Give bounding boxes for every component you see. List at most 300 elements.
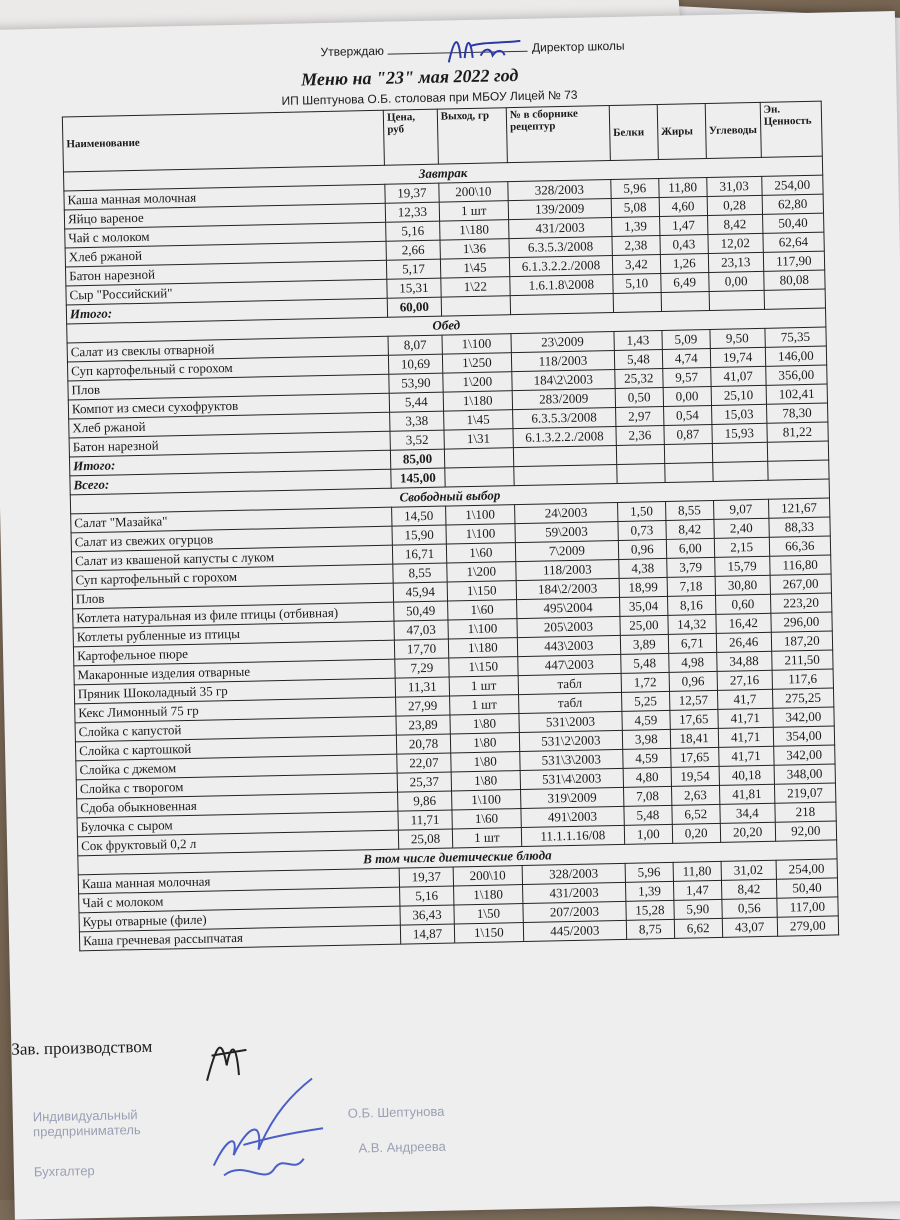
fats-cell: 6,00 <box>666 538 714 558</box>
price-cell: 11,71 <box>398 810 452 830</box>
proteins-cell: 4,38 <box>619 558 667 578</box>
fats-cell: 5,09 <box>662 329 710 349</box>
energy-cell: 80,08 <box>763 270 825 290</box>
recipe-cell: табл <box>518 692 621 713</box>
energy-cell: 50,40 <box>776 878 838 898</box>
price-cell: 5,16 <box>400 886 454 906</box>
price-cell: 3,52 <box>390 430 444 450</box>
fats-cell: 4,60 <box>659 197 707 217</box>
recipe-cell: 491\2003 <box>521 806 624 827</box>
fats-cell: 9,57 <box>662 367 710 387</box>
carbs-cell: 34,88 <box>716 651 771 671</box>
recipe-cell: 11.1.1.16/08 <box>521 825 624 846</box>
dish-name-cell: Слойка с творогом <box>76 773 397 799</box>
fats-cell: 17,65 <box>670 747 718 767</box>
energy-cell: 117,90 <box>763 251 825 271</box>
approve-label: Утверждаю <box>320 43 385 60</box>
output-cell: 1\60 <box>452 809 521 829</box>
recipe-cell: 443\2003 <box>517 635 620 656</box>
carbs-cell: 41,71 <box>718 708 773 728</box>
carbs-cell: 0,56 <box>722 898 777 918</box>
recipe-cell: 59\2003 <box>515 521 618 542</box>
carbs-cell: 41,81 <box>719 784 774 804</box>
energy-cell: 117,6 <box>772 669 834 689</box>
recipe-cell: 495\2004 <box>516 597 619 618</box>
energy-cell: 117,00 <box>777 897 839 917</box>
proteins-cell: 25,00 <box>620 615 668 635</box>
column-header-proteins: Белки <box>609 105 658 161</box>
dish-name-cell: Салат "Мазайка" <box>71 507 392 533</box>
proteins-cell: 3,98 <box>622 729 670 749</box>
price-cell: 10,69 <box>388 354 442 374</box>
carbs-cell: 41,71 <box>718 746 773 766</box>
output-cell: 1\250 <box>442 353 511 373</box>
price-cell: 5,16 <box>386 221 440 241</box>
empty-cell <box>513 445 616 466</box>
price-cell: 27,99 <box>396 696 450 716</box>
recipe-cell: 328/2003 <box>508 180 611 201</box>
recipe-cell: 207/2003 <box>523 901 626 922</box>
dish-name-cell: Слойка с картошкой <box>75 735 396 761</box>
output-cell: 200\10 <box>453 866 522 886</box>
page-subtitle: ИП Шептунова О.Б. столовая при МБОУ Лицей № 73 <box>281 87 578 108</box>
output-cell: 1\180 <box>443 391 512 411</box>
fats-cell: 8,42 <box>666 519 714 539</box>
fats-cell: 11,80 <box>673 861 721 881</box>
empty-cell <box>444 448 513 468</box>
proteins-cell: 0,73 <box>618 520 666 540</box>
recipe-cell: 7\2009 <box>515 540 618 561</box>
fats-cell: 6,62 <box>674 918 722 938</box>
carbs-cell: 26,46 <box>716 632 771 652</box>
empty-cell <box>617 463 665 483</box>
output-cell: 1\180 <box>439 220 508 240</box>
carbs-cell: 9,07 <box>713 499 768 519</box>
energy-cell: 75,35 <box>765 327 827 347</box>
fats-cell: 12,57 <box>669 690 717 710</box>
accountant-label: Бухгалтер <box>33 1163 95 1180</box>
recipe-cell: 139/2009 <box>508 199 611 220</box>
fats-cell: 0,43 <box>660 235 708 255</box>
entrepreneur-name: О.Б. Шептунова <box>347 1103 445 1121</box>
recipe-cell: 447\2003 <box>518 654 621 675</box>
energy-cell: 296,00 <box>771 612 833 632</box>
energy-cell: 62,80 <box>762 194 824 214</box>
carbs-cell: 2,15 <box>714 537 769 557</box>
recipe-cell: 283/2009 <box>512 388 615 409</box>
energy-cell: 62,64 <box>763 232 825 252</box>
proteins-cell: 8,75 <box>626 919 674 939</box>
recipe-cell: 6.1.3.2.2./2008 <box>513 426 616 447</box>
carbs-cell: 40,18 <box>719 765 774 785</box>
recipe-cell: 6.3.5.3/2008 <box>509 237 612 258</box>
proteins-cell: 4,59 <box>623 748 671 768</box>
fats-cell: 6,49 <box>660 273 708 293</box>
grand-total-label: Всего: <box>70 469 391 495</box>
dish-name-cell: Батон нарезной <box>69 431 390 457</box>
carbs-cell: 43,07 <box>722 917 777 937</box>
dish-name-cell: Салат из свеклы отварной <box>67 336 388 362</box>
energy-cell: 356,00 <box>765 365 827 385</box>
carbs-cell: 0,00 <box>708 271 763 291</box>
proteins-cell: 5,48 <box>621 653 669 673</box>
empty-cell <box>712 442 767 462</box>
total-label: Итого: <box>66 298 387 324</box>
empty-cell <box>441 296 510 316</box>
carbs-cell: 9,50 <box>710 328 765 348</box>
recipe-cell: 24\2003 <box>514 502 617 523</box>
proteins-cell: 5,10 <box>613 274 661 294</box>
price-cell: 19,37 <box>385 183 439 203</box>
column-header-name: Наименование <box>62 110 384 172</box>
output-cell: 1\80 <box>450 714 519 734</box>
fats-cell: 0,20 <box>672 823 720 843</box>
recipe-cell: 431/2003 <box>522 882 625 903</box>
fats-cell: 0,00 <box>663 386 711 406</box>
dish-name-cell: Яйцо вареное <box>64 203 385 229</box>
carbs-cell: 31,03 <box>706 176 761 196</box>
dish-name-cell: Суп картофельный с горохом <box>67 355 388 381</box>
energy-cell: 279,00 <box>777 916 839 936</box>
price-cell: 9,86 <box>398 791 452 811</box>
recipe-cell: 531\3\2003 <box>520 749 623 770</box>
fats-cell: 18,41 <box>670 728 718 748</box>
energy-cell: 81,22 <box>767 422 829 442</box>
production-signature-label: Зав. производством <box>11 1036 153 1059</box>
accountant-name: А.В. Андреева <box>358 1138 446 1156</box>
output-cell: 1\60 <box>447 600 516 620</box>
price-cell: 14,50 <box>392 506 446 526</box>
proteins-cell: 15,28 <box>626 900 674 920</box>
output-cell: 1\45 <box>443 410 512 430</box>
fats-cell: 17,65 <box>670 709 718 729</box>
energy-cell: 211,50 <box>771 650 833 670</box>
fats-cell: 1,47 <box>659 216 707 236</box>
section-title: Обед <box>67 308 826 343</box>
fats-cell: 0,54 <box>663 405 711 425</box>
price-cell: 20,78 <box>396 734 450 754</box>
proteins-cell: 5,08 <box>611 198 659 218</box>
entrepreneur-label: Индивидуальный предприниматель <box>32 1107 141 1140</box>
recipe-cell: 6.1.3.2.2./2008 <box>509 256 612 277</box>
energy-cell: 121,67 <box>768 498 830 518</box>
column-header-fats: Жиры <box>657 104 706 160</box>
output-cell: 1\100 <box>448 619 517 639</box>
output-cell: 1\180 <box>448 638 517 658</box>
dish-name-cell: Плов <box>68 374 389 400</box>
carbs-cell: 20,20 <box>720 822 775 842</box>
proteins-cell: 1,50 <box>617 501 665 521</box>
empty-cell <box>767 441 829 461</box>
energy-cell: 78,30 <box>766 403 828 423</box>
fats-cell: 0,96 <box>669 671 717 691</box>
dish-name-cell: Слойка с капустой <box>75 716 396 742</box>
energy-cell: 254,00 <box>776 859 838 879</box>
carbs-cell: 0,28 <box>707 195 762 215</box>
price-cell: 16,71 <box>392 544 446 564</box>
proteins-cell: 3,89 <box>620 634 668 654</box>
fats-cell: 1,26 <box>660 254 708 274</box>
empty-cell <box>510 294 613 315</box>
price-cell: 14,87 <box>400 924 454 944</box>
accountant-signature-icon <box>202 1073 354 1196</box>
dish-name-cell: Картофельное пюре <box>73 640 394 666</box>
carbs-cell: 31,02 <box>721 860 776 880</box>
fats-cell: 8,16 <box>667 595 715 615</box>
fats-cell: 1,47 <box>673 880 721 900</box>
recipe-cell: 1.6.1.8\2008 <box>510 275 613 296</box>
fats-cell: 11,80 <box>659 178 707 198</box>
carbs-cell: 15,79 <box>714 556 769 576</box>
proteins-cell: 7,08 <box>623 786 671 806</box>
energy-cell: 187,20 <box>771 631 833 651</box>
section-title: Завтрак <box>63 156 822 191</box>
carbs-cell: 41,71 <box>718 727 773 747</box>
carbs-cell: 16,42 <box>716 613 771 633</box>
column-header-recipe: № в сборнике рецептур <box>506 106 610 163</box>
price-cell: 47,03 <box>394 620 448 640</box>
director-signature-icon <box>440 27 531 69</box>
energy-cell: 50,40 <box>762 213 824 233</box>
proteins-cell: 2,97 <box>615 406 663 426</box>
dish-name-cell: Плов <box>72 583 393 609</box>
output-cell: 1\150 <box>454 923 523 943</box>
price-cell: 15,31 <box>387 278 441 298</box>
output-cell: 1\80 <box>450 733 519 753</box>
energy-cell: 275,25 <box>772 688 834 708</box>
dish-name-cell: Компот из смеси сухофруктов <box>68 393 389 419</box>
proteins-cell: 0,50 <box>615 387 663 407</box>
energy-cell: 267,00 <box>770 574 832 594</box>
empty-cell <box>661 292 709 312</box>
fats-cell: 7,18 <box>667 576 715 596</box>
output-cell: 1 шт <box>449 676 518 696</box>
dish-name-cell: Каша манная молочная <box>78 868 399 894</box>
empty-cell <box>613 293 661 313</box>
recipe-cell: 184\2\2003 <box>512 369 615 390</box>
dish-name-cell: Суп картофельный с горохом <box>72 564 393 590</box>
energy-cell: 219,07 <box>774 783 836 803</box>
price-cell: 2,66 <box>386 240 440 260</box>
director-label: Директор школы <box>531 38 625 55</box>
fats-cell: 6,71 <box>668 633 716 653</box>
dish-name-cell: Макаронные изделия отварные <box>74 659 395 685</box>
price-cell: 5,44 <box>389 392 443 412</box>
energy-cell: 342,00 <box>773 707 835 727</box>
fats-cell: 8,55 <box>665 500 713 520</box>
recipe-cell: 445/2003 <box>523 920 626 941</box>
empty-cell <box>445 467 514 487</box>
energy-cell: 92,00 <box>775 821 837 841</box>
price-cell: 3,38 <box>390 411 444 431</box>
dish-name-cell: Котлеты рубленные из птицы <box>73 621 394 647</box>
proteins-cell: 4,59 <box>622 710 670 730</box>
grand-total-value: 145,00 <box>391 468 445 488</box>
energy-cell: 102,41 <box>766 384 828 404</box>
recipe-cell: 431/2003 <box>508 218 611 239</box>
empty-cell <box>514 464 617 485</box>
carbs-cell: 41,7 <box>717 689 772 709</box>
dish-name-cell: Сок фруктовый 0,2 л <box>77 830 398 856</box>
proteins-cell: 5,48 <box>614 349 662 369</box>
price-cell: 22,07 <box>397 753 451 773</box>
column-header-price: Цена, руб <box>383 109 438 165</box>
carbs-cell: 25,10 <box>711 385 766 405</box>
carbs-cell: 12,02 <box>708 233 763 253</box>
energy-cell: 66,36 <box>769 536 831 556</box>
recipe-cell: 531\2\2003 <box>519 730 622 751</box>
dish-name-cell: Хлеб ржаной <box>65 241 386 267</box>
recipe-cell: 531\2003 <box>519 711 622 732</box>
carbs-cell: 34,4 <box>720 803 775 823</box>
price-cell: 5,17 <box>386 259 440 279</box>
price-cell: 11,31 <box>395 677 449 697</box>
proteins-cell: 2,36 <box>616 425 664 445</box>
output-cell: 1\150 <box>447 581 516 601</box>
carbs-cell: 0,60 <box>715 594 770 614</box>
energy-cell: 146,00 <box>765 346 827 366</box>
proteins-cell: 1,72 <box>621 672 669 692</box>
proteins-cell: 2,38 <box>612 236 660 256</box>
empty-cell <box>664 443 712 463</box>
output-cell: 1 шт <box>439 201 508 221</box>
output-cell: 1\22 <box>441 277 510 297</box>
empty-cell <box>709 290 764 310</box>
empty-cell <box>764 289 826 309</box>
price-cell: 15,90 <box>392 525 446 545</box>
output-cell: 1\80 <box>451 752 520 772</box>
proteins-cell: 3,42 <box>612 255 660 275</box>
carbs-cell: 23,13 <box>708 252 763 272</box>
price-cell: 50,49 <box>394 601 448 621</box>
dish-name-cell: Чай с молоком <box>79 887 400 913</box>
proteins-cell: 1,00 <box>624 824 672 844</box>
column-header-output: Выход, гр <box>437 108 507 164</box>
column-header-carbs: Углеводы <box>705 102 761 158</box>
proteins-cell: 5,96 <box>625 862 673 882</box>
proteins-cell: 1,43 <box>614 330 662 350</box>
output-cell: 1\200 <box>443 372 512 392</box>
proteins-cell: 4,80 <box>623 767 671 787</box>
empty-cell <box>712 461 767 481</box>
energy-cell: 348,00 <box>774 764 836 784</box>
output-cell: 1\100 <box>451 790 520 810</box>
dish-name-cell: Салат из квашеной капусты с луком <box>71 545 392 571</box>
carbs-cell: 19,74 <box>710 347 765 367</box>
output-cell: 1\50 <box>454 904 523 924</box>
output-cell: 1\100 <box>442 334 511 354</box>
menu-table-body <box>63 156 838 951</box>
dish-name-cell: Каша манная молочная <box>64 184 385 210</box>
output-cell: 1 шт <box>449 695 518 715</box>
dish-name-cell: Каша гречневая рассыпчатая <box>79 925 400 951</box>
energy-cell: 223,20 <box>770 593 832 613</box>
dish-name-cell: Чай с молоком <box>65 222 386 248</box>
price-cell: 8,55 <box>393 563 447 583</box>
output-cell: 1 шт <box>452 828 521 848</box>
output-cell: 200\10 <box>439 182 508 202</box>
proteins-cell: 0,96 <box>618 539 666 559</box>
recipe-cell: 205\2003 <box>517 616 620 637</box>
recipe-cell: 319\2009 <box>520 787 623 808</box>
carbs-cell: 8,42 <box>721 879 776 899</box>
carbs-cell: 2,40 <box>714 518 769 538</box>
output-cell: 1\150 <box>449 657 518 677</box>
column-header-energy: Эн. Ценность <box>760 101 822 157</box>
proteins-cell: 1,39 <box>611 217 659 237</box>
fats-cell: 4,74 <box>662 348 710 368</box>
recipe-cell: 118/2003 <box>516 559 619 580</box>
energy-cell: 254,00 <box>761 175 823 195</box>
dish-name-cell: Кекс Лимонный 75 гр <box>75 697 396 723</box>
price-cell: 7,29 <box>395 658 449 678</box>
output-cell: 1\200 <box>447 562 516 582</box>
proteins-cell: 5,96 <box>611 179 659 199</box>
menu-table <box>62 101 839 952</box>
total-value: 85,00 <box>390 449 444 469</box>
fats-cell: 2,63 <box>671 785 719 805</box>
proteins-cell: 5,48 <box>624 805 672 825</box>
fats-cell: 14,32 <box>668 614 716 634</box>
recipe-cell: табл <box>518 673 621 694</box>
energy-cell: 342,00 <box>773 745 835 765</box>
dish-name-cell: Куры отварные (филе) <box>79 906 400 932</box>
price-cell: 53,90 <box>389 373 443 393</box>
dish-name-cell: Батон нарезной <box>65 260 386 286</box>
dish-name-cell: Пряник Шоколадный 35 гр <box>74 678 395 704</box>
proteins-cell: 18,99 <box>619 577 667 597</box>
proteins-cell: 35,04 <box>619 596 667 616</box>
output-cell: 1\36 <box>440 239 509 259</box>
carbs-cell: 15,93 <box>712 423 767 443</box>
output-cell: 1\60 <box>446 543 515 563</box>
page-title: Меню на "23" мая 2022 год <box>300 64 519 90</box>
carbs-cell: 15,03 <box>711 404 766 424</box>
recipe-cell: 328/2003 <box>522 863 625 884</box>
empty-cell <box>767 460 829 480</box>
dish-name-cell: Сдоба обыкновенная <box>77 792 398 818</box>
proteins-cell: 25,32 <box>615 368 663 388</box>
price-cell: 8,07 <box>388 335 442 355</box>
price-cell: 36,43 <box>400 905 454 925</box>
price-cell: 45,94 <box>393 582 447 602</box>
proteins-cell: 5,25 <box>621 691 669 711</box>
output-cell: 1\45 <box>440 258 509 278</box>
section-title: Свободный выбор <box>70 479 829 514</box>
fats-cell: 0,87 <box>664 424 712 444</box>
price-cell: 12,33 <box>385 202 439 222</box>
carbs-cell: 27,16 <box>717 670 772 690</box>
output-cell: 1\80 <box>451 771 520 791</box>
total-value: 60,00 <box>387 297 441 317</box>
fats-cell: 3,79 <box>666 557 714 577</box>
fats-cell: 19,54 <box>671 766 719 786</box>
dish-name-cell: Салат из свежих огурцов <box>71 526 392 552</box>
empty-cell <box>616 444 664 464</box>
carbs-cell: 41,07 <box>710 366 765 386</box>
recipe-cell: 6.3.5.3/2008 <box>512 407 615 428</box>
fats-cell: 5,90 <box>674 899 722 919</box>
dish-name-cell: Слойка с джемом <box>76 754 397 780</box>
energy-cell: 88,33 <box>769 517 831 537</box>
recipe-cell: 118/2003 <box>511 350 614 371</box>
section-title: В том числе диетические блюда <box>78 840 837 875</box>
output-cell: 1\31 <box>444 429 513 449</box>
dish-name-cell: Хлеб ржаной <box>69 412 390 438</box>
carbs-cell: 30,80 <box>715 575 770 595</box>
price-cell: 23,89 <box>396 715 450 735</box>
carbs-cell: 8,42 <box>707 214 762 234</box>
